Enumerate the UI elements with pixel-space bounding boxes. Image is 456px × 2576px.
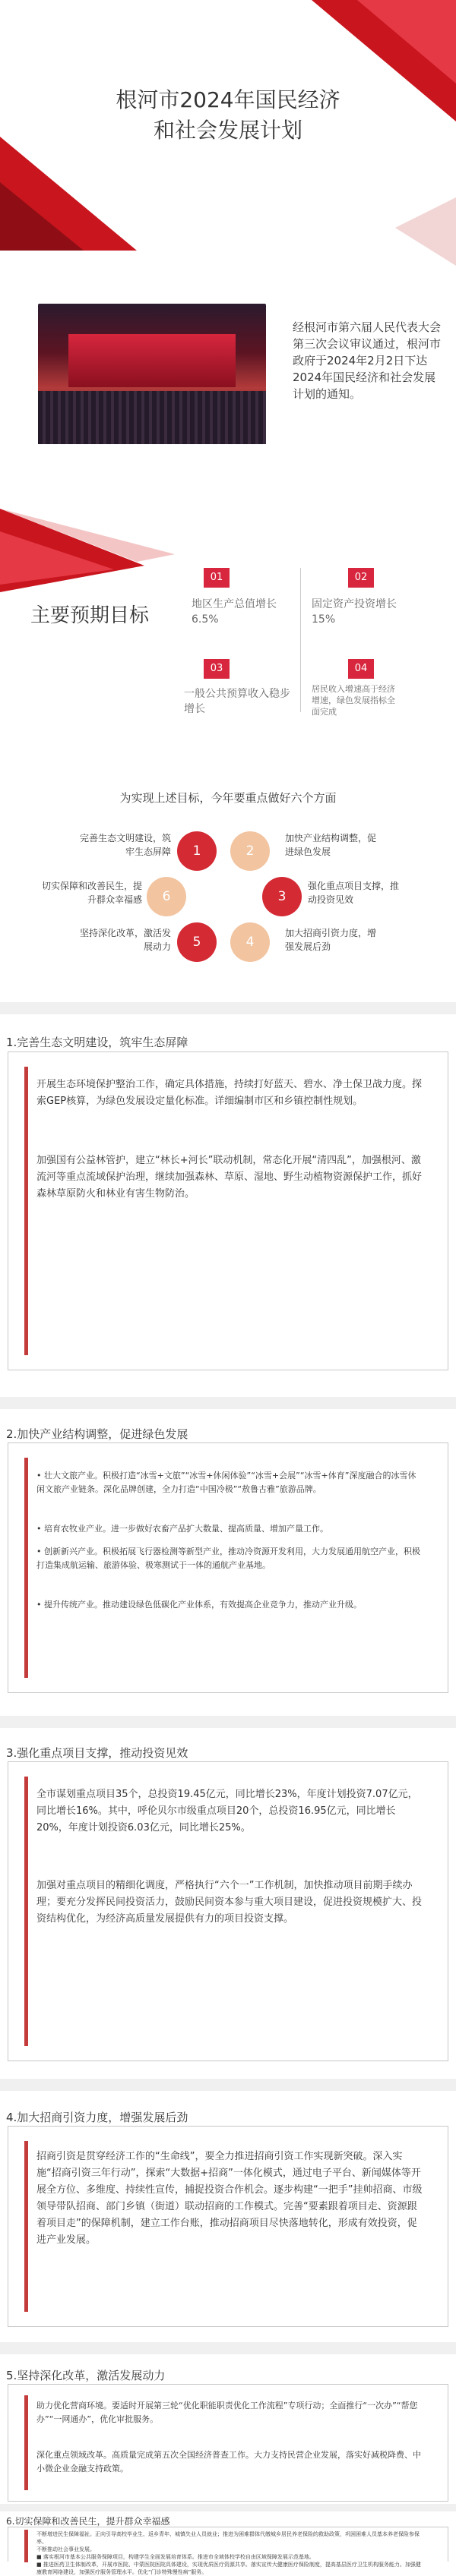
section-3-accent (24, 1777, 28, 2046)
section-3-para-1: 全市谋划重点项目35个，总投资19.45亿元，同比增长23%，年度计划投资7.07亿元，同比增长16%。其中，呼伦贝尔市级重点项目20个，总投资16.95亿元，同比增长20%，年度计划投资6.03亿元，同比增长25%。 (36, 1789, 418, 1833)
section-6-body (36, 2530, 424, 2575)
separator-bar (0, 1397, 456, 1409)
section-4-heading: 4.加大招商引资力度，增强发展后劲 (6, 2111, 188, 2124)
goal-number-2: 02 (348, 568, 374, 588)
section-1-para-2: 加强国有公益林管护，建立“林长+河长”联动机制，常态化开展“清四乱”，加强根河、激流河等重点流域保护治理，继续加强森林、草原、湿地、野生动植物资源保护工作，抓好森林草原防火和林业有害生物防治。 (36, 1155, 423, 1200)
separator-bar (0, 2504, 456, 2511)
section-3-para-2: 加强对重点项目的精细化调度，严格执行“六个一”工作机制，加快推动项目前期手续办理；要充分发挥民间投资活力，鼓励民间资本参与重大项目建设，促进投资规模扩大、投资结构优化，为经济高质量发展提供有力的项目投资支撑。 (36, 1880, 423, 1925)
separator-bar (0, 2079, 456, 2091)
separator-bar (0, 1002, 456, 1014)
aspect-ring-6: 6 (147, 877, 186, 916)
goal-text-1: 地区生产总值增长6.5% (192, 598, 277, 626)
page-title-line1: 根河市2024年国民经济 (116, 87, 340, 112)
separator-bar (0, 1716, 456, 1728)
goals-divider (300, 568, 301, 712)
page-title-line2: 和社会发展计划 (153, 118, 302, 143)
goal-text-2: 固定资产投资增长15% (312, 598, 397, 626)
goal-text-4: 居民收入增速高于经济增速，绿色发展指标全面完成 (312, 684, 395, 717)
section-5-para-1: 助力优化营商环境。要适时开展第三轮“优化职能职责优化工作流程”专项行动；全面推行“一次办”“帮您办”“一网通办”，优化审批服务。 (36, 2401, 418, 2424)
section-6-para-2: 不断推动社会事业发展。 (36, 2546, 95, 2552)
section-5-para-2: 深化重点领域改革。高质量完成第五次全国经济普查工作。大力支持民营企业发展，落实好减税降费、中小微企业金融支持政策。 (36, 2450, 421, 2474)
section-2-accent (24, 1458, 28, 1678)
separator-bar (0, 2342, 456, 2354)
section-6-heading: 6.切实保障和改善民生，提升群众幸福感 (6, 2516, 170, 2527)
aspect-ring-2: 2 (230, 831, 270, 871)
section-2-para-3: • 创新新兴产业。积极拓展飞行器检测等新型产业，推动冷资源开发利用，大力发展通用航空产业，积极打造集成航运输、旅游体验、极寒测试于一体的通航产业基地。 (36, 1547, 420, 1570)
aspect-label-3: 强化重点项目支撑，推动投资见效 (308, 881, 400, 905)
section-4-para-1: 招商引资是贯穿经济工作的“生命线”，要全力推进招商引资工作实现新突破。深入实施“招商引资三年行动”，探索“大数据+招商”一体化模式，通过电子平台、新闻媒体等开展全方位、多维度、持续性宣传，捕捉投资合作机会。逐步构建“一把手”挂帅招商、市级领导带队招商、部门乡镇（街道）联动招商的工作模式。完善“要素跟着项目走、资源跟着项目走”的保障机制，建立工作台账，推动招商项目尽快落地转化，形成有效投资，促进产业发展。 (36, 2151, 423, 2246)
audience-rows-shape (38, 391, 266, 444)
aspect-label-2: 加快产业结构调整，促进绿色发展 (285, 833, 377, 857)
goal-number-3: 03 (204, 659, 230, 679)
section-2-para-1: • 壮大文旅产业。积极打造“冰雪+文旅”“冰雪+休闲体验”“冰雪+会展”“冰雪+体育”深度融合的冰雪休闲文旅产业链条。深化品牌创建，全力打造“中国冷极”“敖鲁古雅”旅游品牌。 (36, 1471, 416, 1494)
section-2-para-4: • 提升传统产业。推动建设绿色低碳化产业体系，有效提高企业竞争力，推动产业升级。 (36, 1600, 362, 1610)
aspect-ring-5: 5 (177, 922, 217, 962)
section-4-accent (24, 2141, 28, 2312)
section-6-para-1: 不断增进民生保障福祉。正向引导高校毕业生、返乡青年、城镇失业人员就业；推进为困难群体代缴城乡居民养老保险的救助政策，巩困困难人员基本养老保险参保率。 (36, 2531, 420, 2545)
section-6-para-3: ■ 落实根河市基本公共服务保障项目，构建学生全面发展培育体系。推进市全域体校学校自由区域保障发展示范基地。 (36, 2554, 315, 2560)
section-5-heading: 5.坚持深化改革，激活发展动力 (6, 2369, 166, 2382)
section-2-para-2: • 培育农牧业产业。进一步做好农畜产品扩大数量、提高质量、增加产量工作。 (36, 1524, 328, 1534)
aspect-label-4: 加大招商引资力度，增强发展后劲 (285, 928, 377, 952)
aspect-label-1: 完善生态文明建设，筑牢生态屏障 (80, 833, 172, 857)
section-1-heading: 1.完善生态文明建设，筑牢生态屏障 (6, 1036, 188, 1049)
section-3-heading: 3.强化重点项目支撑，推动投资见效 (6, 1746, 188, 1760)
aspect-ring-1: 1 (177, 831, 217, 871)
page-header (0, 0, 456, 296)
goal-number-1: 01 (204, 568, 230, 588)
section-2-heading: 2.加快产业结构调整，促进绿色发展 (6, 1427, 188, 1441)
header-decor (0, 0, 456, 296)
aspect-label-6: 切实保障和改善民生，提升群众幸福感 (42, 881, 143, 905)
section-1-para-1: 开展生态环境保护整治工作，确定具体措施，持续打好蓝天、碧水、净土保卫战力度。探索GEP核算，为绿色发展设定量化标准。详细编制市区和乡镇控制性规划。 (36, 1079, 423, 1107)
aspect-ring-4: 4 (230, 922, 270, 962)
goal-number-4: 04 (348, 659, 374, 679)
stage-shape (68, 334, 236, 387)
aspect-label-5: 坚持深化改革，激活发展动力 (80, 928, 172, 952)
goals-title: 主要预期目标 (30, 604, 150, 627)
intro-text: 经根河市第六届人民代表大会第三次会议审议通过，根河市政府于2024年2月2日下达2024年国民经济和社会发展计划的通知。 (293, 320, 442, 401)
section-6-accent (24, 2530, 28, 2562)
goal-text-3: 一般公共预算收入稳步增长 (184, 688, 290, 715)
section-5-accent (24, 2395, 28, 2490)
conference-photo (38, 304, 266, 444)
section-1-accent (24, 1067, 28, 1355)
section-6-para-4: ■ 推进医药卫生体制改革，开展市医院、中蒙医院医院具体建设，实现优质医疗资源共享。落实宣传大健康医疗保险制度，提高基层医疗卫生机构服务能力。加强健康教育网络建设，加强医疗服务管理水平。优化“门诊特殊慢性病”服务。 (36, 2562, 421, 2575)
aspect-ring-3: 3 (262, 877, 302, 916)
six-aspects-title: 为实现上述目标，今年要重点做好六个方面 (119, 791, 337, 805)
